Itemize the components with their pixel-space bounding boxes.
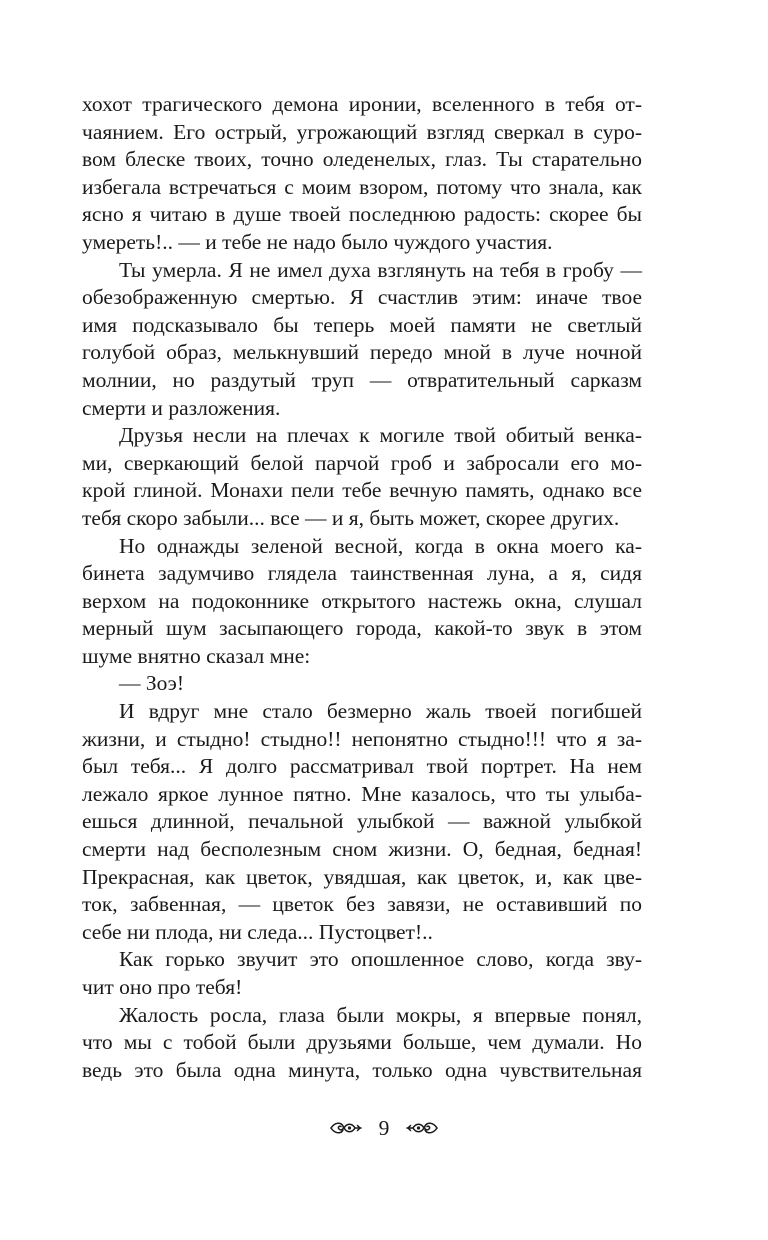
fleuron-right-icon: [405, 1118, 439, 1138]
text-line: голубой образ, мелькнувший передо мной в луче ночной: [82, 340, 642, 365]
text-line: что мы с тобой были друзьями больше, чем думали. Но: [82, 1030, 642, 1055]
paragraph: [82, 257, 642, 423]
paragraph: [82, 1002, 642, 1085]
text-line: тебя скоро забыли... все — и я, быть может, скорее других.: [82, 505, 620, 530]
paragraph: [82, 91, 642, 257]
text-line: Прекрасная, как цветок, увядшая, как цветок, и, как цве-: [82, 864, 642, 889]
text-line: смерти над бесполезным сном жизни. О, бедная, бедная!: [82, 837, 642, 862]
page-body: [82, 91, 642, 1084]
text-line: Но однажды зеленой весной, когда в окна моего ка-: [119, 533, 642, 558]
paragraph: [82, 422, 642, 532]
text-line: имя подсказывало бы теперь моей памяти не светлый: [82, 312, 642, 337]
paragraph: [82, 533, 642, 671]
text-line: ведь это была одна минута, только одна чувствительная: [82, 1057, 642, 1082]
text-line: вом блеске твоих, точно оледенелых, глаз. Ты старательно: [82, 147, 642, 172]
text-line: верхом на подоконнике открытого настежь окна, слушал: [82, 588, 642, 613]
text-line: Жалость росла, глаза были мокры, я впервые понял,: [119, 1002, 642, 1027]
text-line: обезображенную смертью. Я счастлив этим: иначе твое: [82, 285, 642, 310]
text-line: лежало яркое лунное пятно. Мне казалось, что ты улыба-: [82, 781, 642, 806]
text-line: шуме внятно сказал мне:: [82, 643, 311, 668]
text-line: смерти и разложения.: [82, 395, 281, 420]
text-line: крой глиной. Монахи пели тебе вечную память, однако все: [82, 478, 642, 503]
paragraph: [82, 670, 642, 698]
fleuron-left-icon: [329, 1118, 363, 1138]
text-line: Как горько звучит это опошленное слово, когда зву-: [119, 947, 642, 972]
text-line: себе ни плода, ни следа... Пустоцвет!..: [82, 919, 433, 944]
text-line: бинета задумчиво глядела таинственная луна, а я, сидя: [82, 561, 642, 586]
text-line: молнии, но раздутый труп — отвратительный сарказм: [82, 367, 642, 392]
text-line: ми, сверкающий белой парчой гроб и забросали его мо-: [82, 450, 642, 475]
text-line: умереть!.. — и тебе не надо было чуждого участия.: [82, 229, 553, 254]
text-line: чаянием. Его острый, угрожающий взгляд сверкал в суро-: [82, 119, 642, 144]
text-line: ешься длинной, печальной улыбкой — важной улыбкой: [82, 809, 642, 834]
paragraph: [82, 698, 642, 946]
text-line: мерный шум засыпающего города, какой-то звук в этом: [82, 616, 642, 641]
page-footer: [0, 1113, 768, 1143]
text-line: Друзья несли на плечах к могиле твой обитый венка-: [119, 423, 642, 448]
text-line: жизни, и стыдно! стыдно!! непонятно стыдно!!! что я за-: [82, 726, 642, 751]
text-line: был тебя... Я долго рассматривал твой портрет. На нем: [82, 754, 642, 779]
paragraph: [82, 946, 642, 1001]
page-number: 9: [378, 1116, 390, 1140]
text-line: ясно я читаю в душе твоей последнюю радость: скорее бы: [82, 202, 642, 227]
text-line: избегала встречаться с моим взором, потому что знала, как: [82, 174, 642, 199]
text-line: — Зоэ!: [119, 671, 185, 696]
text-line: ток, забвенная, — цветок без завязи, не оставивший по: [82, 892, 642, 917]
text-line: Ты умерла. Я не имел духа взглянуть на тебя в гробу —: [119, 257, 642, 282]
text-line: чит оно про тебя!: [82, 975, 243, 999]
text-line: И вдруг мне стало безмерно жаль твоей погибшей: [119, 699, 642, 724]
text-line: хохот трагического демона иронии, вселенного в тебя от-: [82, 92, 642, 116]
